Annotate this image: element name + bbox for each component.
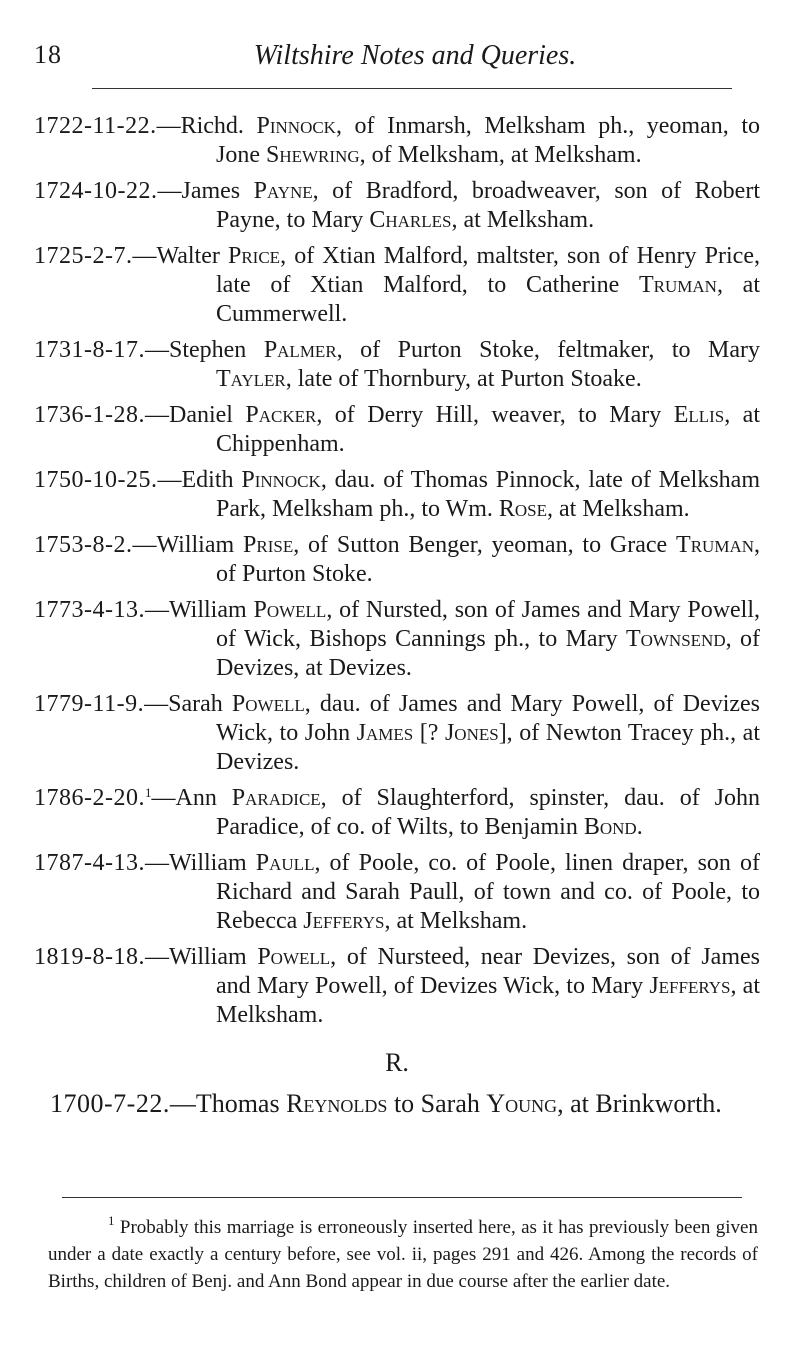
entry-text: —William bbox=[144, 944, 258, 970]
entry-date: 1724-10-22. bbox=[34, 178, 158, 204]
entry-text: , of Nursted, son of James and Mary Powell, of Wick, Bishops Cannings ph., to Mary bbox=[216, 597, 761, 652]
entry-text: , dau. of Thomas Pinnock, late of Melksham Park, Melksham ph., to Wm. bbox=[216, 467, 760, 522]
entry-text: , of Slaughterford, spinster, dau. of John Paradice, of co. of Wilts, to Benjamin bbox=[216, 785, 760, 840]
surname: Paradice bbox=[231, 785, 321, 811]
surname: Jones bbox=[444, 720, 499, 746]
entry-date: 1725-2-7. bbox=[34, 243, 133, 269]
entry-text: , of Sutton Benger, yeoman, to Grace bbox=[293, 532, 677, 558]
surname: Powell bbox=[253, 597, 327, 623]
entry-date: 1786-2-20. bbox=[34, 785, 145, 811]
marriage-entry bbox=[34, 1089, 760, 1119]
entry-text: , of Xtian Malford, maltster, son of Henry Price, late of Xtian Malford, to Catherine bbox=[216, 243, 760, 298]
running-title: Wiltshire Notes and Queries. bbox=[253, 40, 577, 71]
entry-text: , of Inmarsh, Melksham ph., yeoman, to Jone bbox=[216, 113, 760, 168]
surname: Pinnock bbox=[241, 467, 321, 493]
entry-text: —William bbox=[132, 532, 244, 558]
surname: Townsend bbox=[625, 626, 726, 652]
entry-text: , at Chippenham. bbox=[216, 402, 760, 457]
surname: Bond bbox=[583, 814, 637, 840]
surname: Payne bbox=[253, 178, 313, 204]
surname: Prise bbox=[243, 532, 294, 558]
surname: Powell bbox=[231, 691, 305, 717]
entry-date: 1750-10-25. bbox=[34, 467, 158, 493]
marriage-entry bbox=[34, 849, 760, 936]
entry-date: 1736-1-28. bbox=[34, 402, 145, 428]
entry-text: , dau. of James and Mary Powell, of Devizes Wick, to John bbox=[216, 691, 761, 746]
entry-text: , of Nursteed, near Devizes, son of James and Mary Powell, of Devizes Wick, to Mary bbox=[216, 944, 760, 999]
entry-text: —Edith bbox=[157, 467, 242, 493]
entry-text: [? bbox=[413, 720, 445, 746]
footnote-rule bbox=[62, 1197, 742, 1198]
entry-text: —Richd. bbox=[156, 113, 257, 139]
marriage-entry bbox=[34, 242, 760, 329]
footnote-mark: 1 bbox=[108, 1213, 115, 1228]
marriage-entry bbox=[34, 531, 760, 589]
entry-date: 1753-8-2. bbox=[34, 532, 133, 558]
surname: Shewring bbox=[266, 142, 360, 168]
entry-text: , late of Thornbury, at Purton Stoake. bbox=[285, 366, 642, 392]
footnote-text: Probably this marriage is erroneously inserted here, as it has previously been given under a date exactly a century before, see vol. ii, pages 291 and 426. Among the records of Births, children of Benj. and Ann Bond appear in due course after the earlier date. bbox=[48, 1217, 758, 1292]
marriage-entries bbox=[34, 112, 760, 1126]
surname: Tayler bbox=[216, 366, 286, 392]
header-rule bbox=[92, 88, 732, 89]
surname: Pinnock bbox=[256, 113, 336, 139]
surname: James bbox=[356, 720, 414, 746]
surname: Charles bbox=[369, 207, 452, 233]
entry-text: , of Purton Stoke. bbox=[216, 532, 760, 587]
entry-text: —Daniel bbox=[144, 402, 246, 428]
entry-date: 1722-11-22. bbox=[34, 113, 157, 139]
entry-text: , of Poole, co. of Poole, linen draper, son of Richard and Sarah Paull, of town and co. of Poole, to Rebecca bbox=[216, 850, 761, 934]
entry-text: , at Cummerwell. bbox=[216, 272, 760, 327]
marriage-entry bbox=[34, 943, 760, 1030]
entry-text: —Ann bbox=[151, 785, 232, 811]
entry-text: , at Melksham. bbox=[216, 973, 760, 1028]
marriage-entry bbox=[34, 336, 760, 394]
entry-date: 1700-7-22. bbox=[50, 1089, 170, 1118]
entry-text: , at Melksham. bbox=[547, 496, 690, 522]
entry-text: , of Bradford, broadweaver, son of Robert Payne, to Mary bbox=[216, 178, 760, 233]
entry-text: —Sarah bbox=[144, 691, 232, 717]
footnote bbox=[48, 1214, 758, 1295]
marriage-entry bbox=[34, 112, 760, 170]
entry-text: —Stephen bbox=[144, 337, 264, 363]
marriage-entry bbox=[34, 401, 760, 459]
entry-date: 1773-4-13. bbox=[34, 597, 145, 623]
entry-text: , at Brinkworth. bbox=[557, 1089, 722, 1118]
entry-text: , at Melksham. bbox=[451, 207, 595, 233]
surname: Powell bbox=[257, 944, 331, 970]
surname: Truman bbox=[638, 272, 717, 298]
surname: Rose bbox=[498, 496, 547, 522]
entry-text: , at Melksham. bbox=[384, 908, 528, 934]
surname: Paull bbox=[255, 850, 315, 876]
page-number: 18 bbox=[34, 40, 62, 69]
footnote-reference: 1 bbox=[144, 785, 152, 800]
section-letter: R. bbox=[385, 1048, 409, 1077]
marriage-entry bbox=[34, 466, 760, 524]
surname: Price bbox=[227, 243, 281, 269]
marriage-entry bbox=[34, 177, 760, 235]
entry-text: to Sarah bbox=[387, 1089, 487, 1118]
surname: Packer bbox=[245, 402, 317, 428]
surname: Young bbox=[486, 1089, 558, 1118]
entry-text: —Walter bbox=[132, 243, 228, 269]
entry-text: —William bbox=[144, 597, 254, 623]
surname: Palmer bbox=[263, 337, 337, 363]
entry-text: , of Purton Stoke, feltmaker, to Mary bbox=[336, 337, 760, 363]
entry-text: —James bbox=[157, 178, 254, 204]
entry-date: 1779-11-9. bbox=[34, 691, 145, 717]
surname: Jefferys bbox=[649, 973, 731, 999]
marriage-entry bbox=[34, 596, 760, 683]
surname: Ellis bbox=[673, 402, 725, 428]
entry-date: 1819-8-18. bbox=[34, 944, 145, 970]
surname: Reynolds bbox=[286, 1089, 388, 1118]
marriage-entry bbox=[34, 784, 760, 842]
surname: Truman bbox=[676, 532, 754, 558]
surname: Jefferys bbox=[303, 908, 385, 934]
entry-text: , of Devizes, at Devizes. bbox=[216, 626, 760, 681]
marriage-entry bbox=[34, 690, 760, 777]
entry-text: . bbox=[636, 814, 643, 840]
entry-text: ], of Newton Tracey ph., at Devizes. bbox=[216, 720, 760, 775]
entry-text: —Thomas bbox=[169, 1089, 287, 1118]
entry-text: —William bbox=[144, 850, 256, 876]
entry-date: 1731-8-17. bbox=[34, 337, 145, 363]
entry-text: , of Melksham, at Melksham. bbox=[359, 142, 642, 168]
entry-date: 1787-4-13. bbox=[34, 850, 145, 876]
entry-text: , of Derry Hill, weaver, to Mary bbox=[316, 402, 674, 428]
